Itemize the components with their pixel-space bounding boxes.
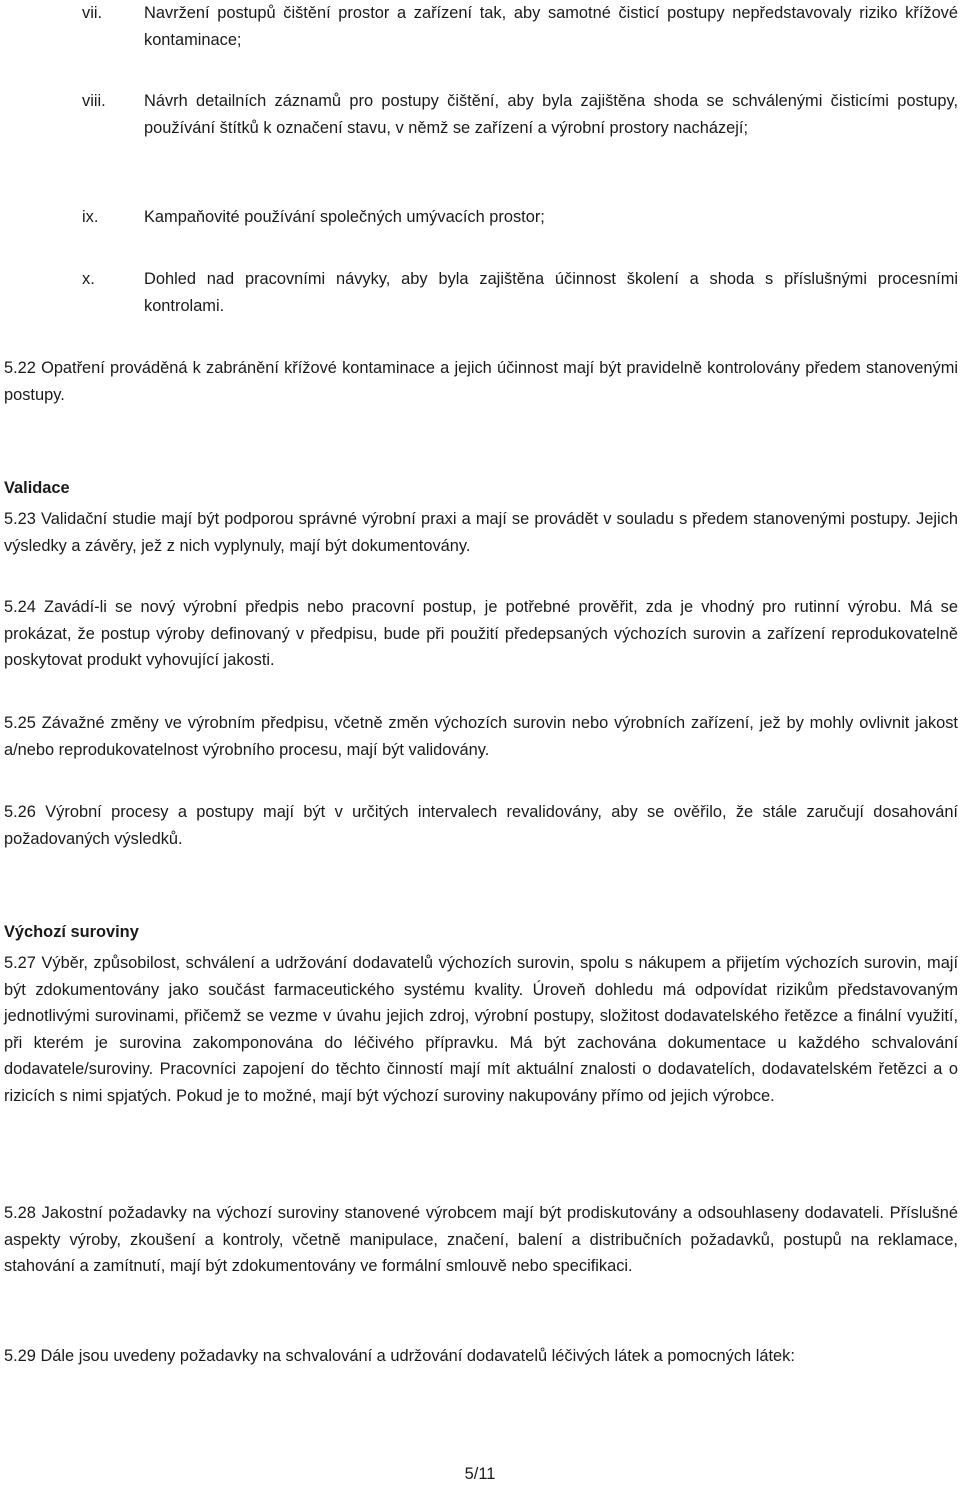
paragraph-5-29: 5.29 Dále jsou uvedeny požadavky na schvalování a udržování dodavatelů léčivých látek a pomocných látek: bbox=[4, 1347, 795, 1365]
paragraph-5-23: 5.23 Validační studie mají být podporou správné výrobní praxi a mají se provádět v souladu s předem stanovenými postupy. Jejich výsledky a závěry, jež z nich vyplynuly, mají být dokumentovány. bbox=[4, 510, 958, 555]
list-numeral: x. bbox=[82, 270, 95, 288]
paragraph-5-26: 5.26 Výrobní procesy a postupy mají být v určitých intervalech revalidovány, aby se ověřilo, že stále zaručují dosahování požadovaných výsledků. bbox=[4, 803, 958, 848]
list-numeral: ix. bbox=[82, 208, 99, 226]
section-heading-vychozi-suroviny: Výchozí suroviny bbox=[4, 923, 139, 941]
paragraph-5-24: 5.24 Zavádí-li se nový výrobní předpis nebo pracovní postup, je potřebné prověřit, zda je vhodný pro rutinní výrobu. Má se prokázat, že postup výroby definovaný v předpisu, bude při použití předepsaných výchozích surovin a zařízení reprodukovatelně poskytovat produkt vyhovující jakosti. bbox=[4, 598, 958, 669]
list-numeral: viii. bbox=[82, 92, 106, 110]
list-item-text: Kampaňovité používání společných umývacích prostor; bbox=[144, 208, 545, 226]
paragraph-5-28: 5.28 Jakostní požadavky na výchozí suroviny stanovené výrobcem mají být prodiskutovány a odsouhlaseny dodavateli. Příslušné aspekty výroby, zkoušení a kontroly, včetně manipulace, značení, balení a distribučních požadavků, postupů na reklamace, stahování a zamítnutí, mají být zdokumentovány ve formální smlouvě nebo specifikaci. bbox=[4, 1204, 958, 1275]
page-number: 5/11 bbox=[464, 1465, 496, 1483]
list-numeral: vii. bbox=[82, 4, 103, 22]
list-item-text: Návrh detailních záznamů pro postupy čištění, aby byla zajištěna shoda se schválenými čisticími postupy, používání štítků k označení stavu, v němž se zařízení a výrobní prostory nacházejí; bbox=[144, 92, 958, 137]
list-item-text: Navržení postupů čištění prostor a zařízení tak, aby samotné čisticí postupy nepředstavovaly riziko křížové kontaminace; bbox=[144, 4, 958, 49]
paragraph-5-27: 5.27 Výběr, způsobilost, schválení a udržování dodavatelů výchozích surovin, spolu s nákupem a přijetím výchozích surovin, mají být zdokumentovány jako součást farmaceutického systému kvality. Úroveň dohledu má odpovídat rizikům představovaným jednotlivými surovinami, přičemž se vezme v úvahu jejich zdroj, výrobní postupy, složitost dodavatelského řetězce a finální využití, při kterém je surovina zakomponována do léčivého přípravku. Má být zachována dokumentace u každého schvalování dodavatele/suroviny. Pracovníci zapojení do těchto činností mají mít aktuální znalosti o dodavatelích, dodavatelském řetězci a o rizicích s nimi spjatých. Pokud je to možné, mají být výchozí suroviny nakupovány přímo od jejich výrobce. bbox=[4, 954, 958, 1105]
paragraph-5-25: 5.25 Závažné změny ve výrobním předpisu, včetně změn výchozích surovin nebo výrobních zařízení, jež by mohly ovlivnit jakost a/nebo reprodukovatelnost výrobního procesu, mají být validovány. bbox=[4, 714, 958, 759]
list-item-text: Dohled nad pracovními návyky, aby byla zajištěna účinnost školení a shoda s příslušnými procesními kontrolami. bbox=[144, 270, 958, 315]
paragraph-5-22: 5.22 Opatření prováděná k zabránění křížové kontaminace a jejich účinnost mají být pravidelně kontrolovány předem stanovenými postupy. bbox=[4, 359, 958, 404]
section-heading-validace: Validace bbox=[4, 479, 70, 497]
